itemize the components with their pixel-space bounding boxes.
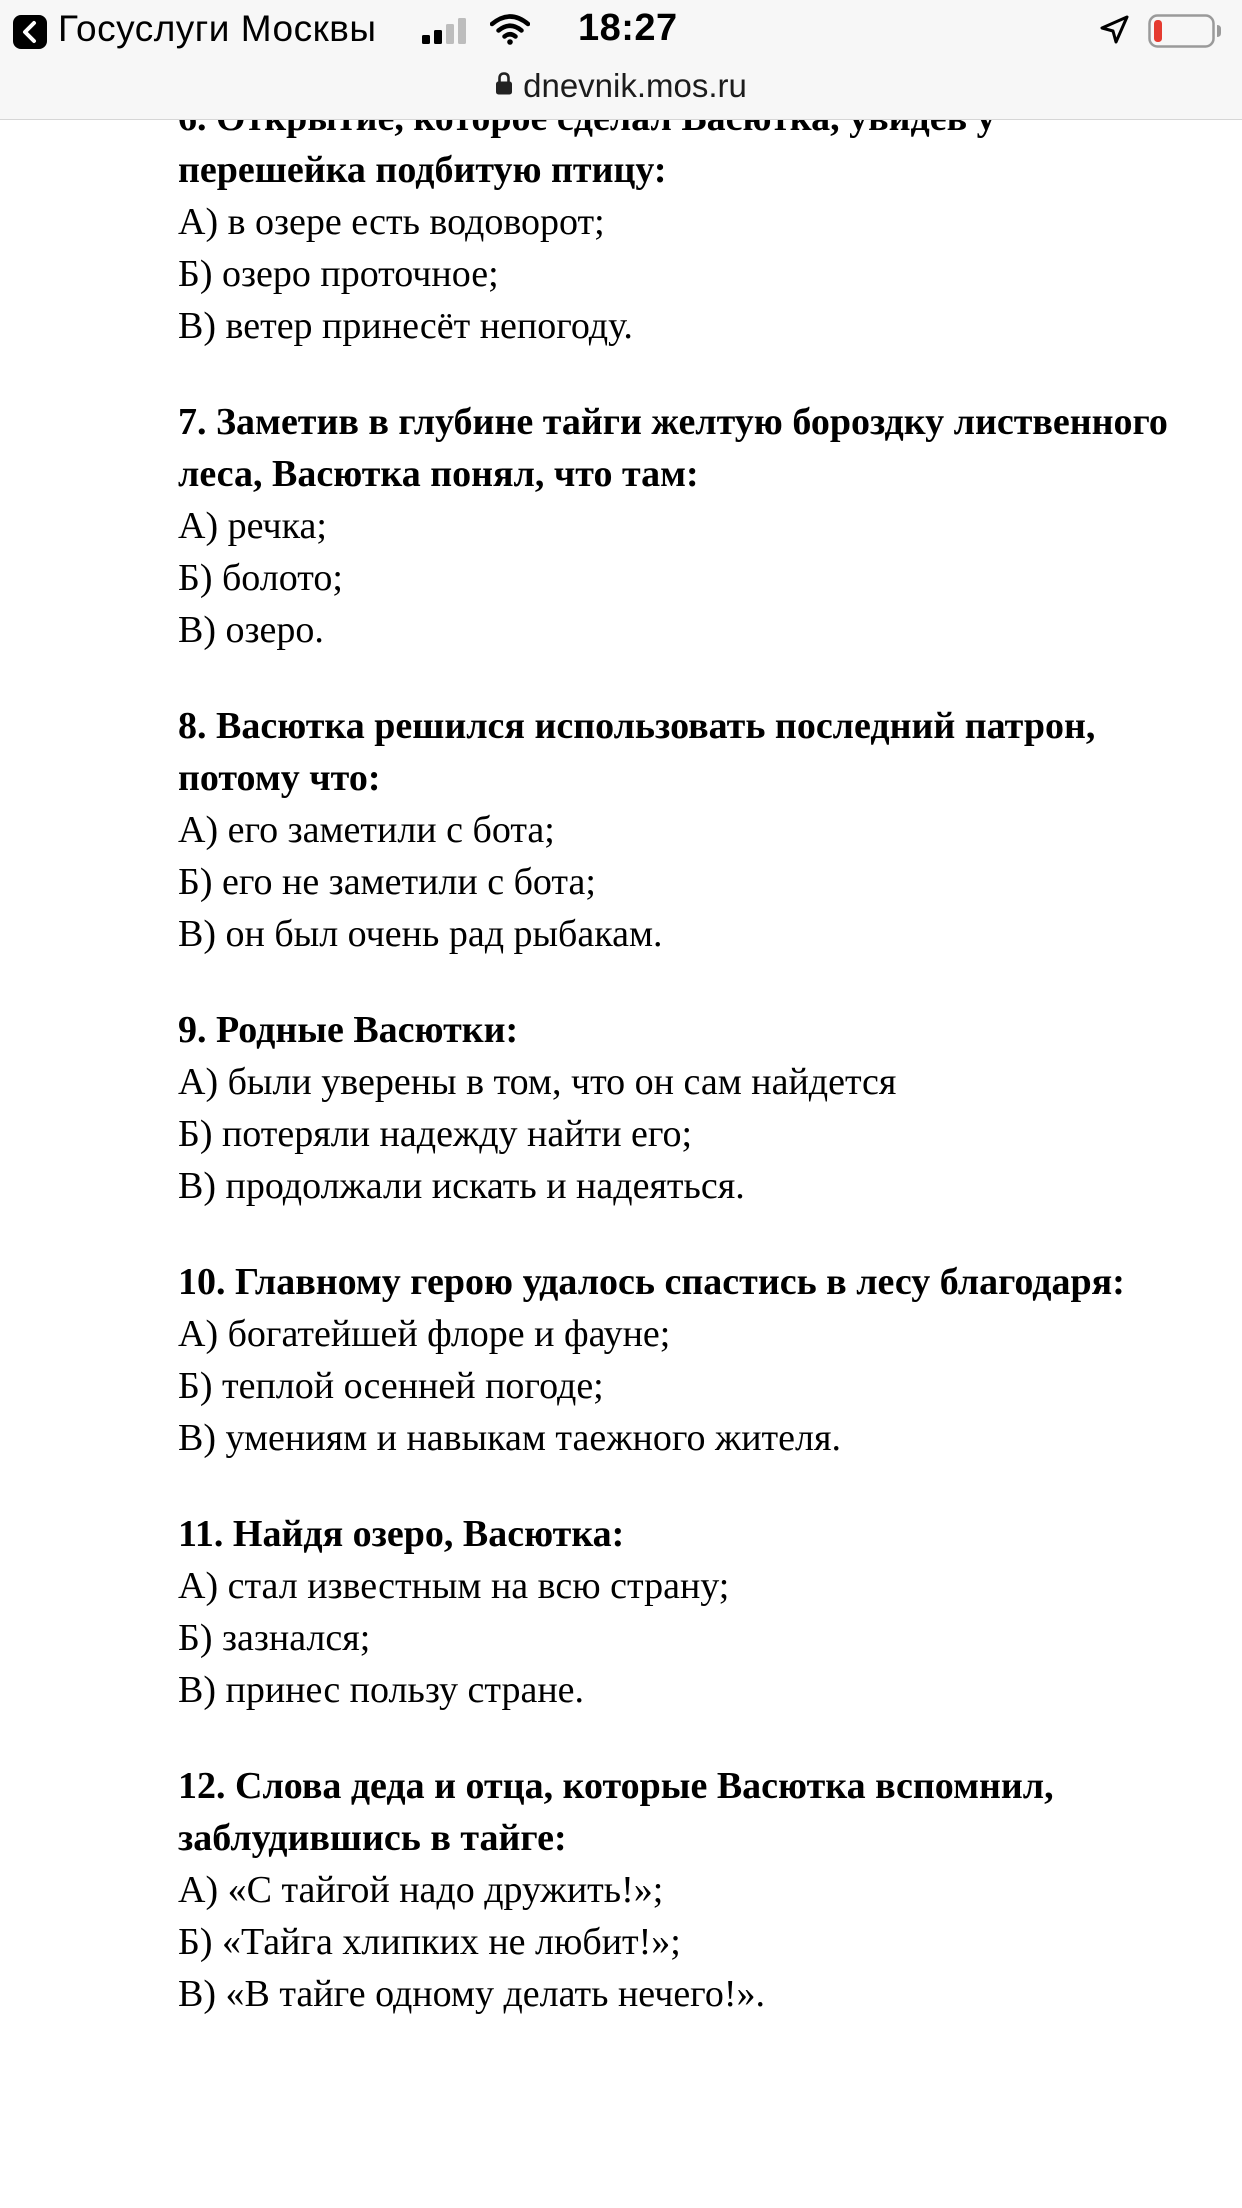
answer-option-b: Б) его не заметили с бота;	[178, 861, 596, 903]
answer-option-b: Б) зазнался;	[178, 1617, 371, 1659]
answer-option-c: В) ветер принесёт непогоду.	[178, 305, 633, 347]
answer-option-b: Б) теплой осенней погоде;	[178, 1365, 604, 1407]
question-title: 10. Главному герою удалось спастись в лесу благодаря:	[178, 1261, 1125, 1303]
test-document	[178, 92, 1178, 2064]
wifi-icon	[490, 13, 530, 45]
answer-option-b: Б) «Тайга хлипких не любит!»;	[178, 1921, 681, 1963]
answer-option-a: А) стал известным на всю страну;	[178, 1565, 730, 1607]
answer-option-b: Б) озеро проточное;	[178, 253, 499, 295]
answer-option-a: А) были уверены в том, что он сам найдется	[178, 1061, 897, 1103]
question-10	[178, 1256, 1178, 1464]
question-title: 12. Слова деда и отца, которые Васютка вспомнил, заблудившись в тайге:	[178, 1765, 1054, 1859]
question-8	[178, 700, 1178, 960]
answer-option-a: А) в озере есть водоворот;	[178, 201, 605, 243]
answer-option-a: А) его заметили с бота;	[178, 809, 555, 851]
status-time: 18:27	[578, 7, 678, 49]
answer-option-a: А) «С тайгой надо дружить!»;	[178, 1869, 664, 1911]
back-to-app-link[interactable]: Госуслуги Москвы	[58, 8, 377, 49]
answer-option-a: А) богатейшей флоре и фауне;	[178, 1313, 671, 1355]
url-text: dnevnik.mos.ru	[523, 67, 747, 104]
battery-icon	[1148, 14, 1222, 48]
lock-icon	[495, 71, 513, 95]
answer-option-c: В) продолжали искать и надеяться.	[178, 1165, 745, 1207]
question-title: 7. Заметив в глубине тайги желтую бороздку лиственного леса, Васютка понял, что там:	[178, 401, 1168, 495]
question-9	[178, 1004, 1178, 1212]
question-title: 9. Родные Васютки:	[178, 1009, 519, 1051]
answer-option-c: В) принес пользу стране.	[178, 1669, 585, 1711]
question-6	[178, 92, 1178, 352]
answer-option-c: В) умениям и навыкам таежного жителя.	[178, 1417, 841, 1459]
answer-option-c: В) он был очень рад рыбакам.	[178, 913, 663, 955]
answer-option-b: Б) болото;	[178, 557, 343, 599]
back-arrow-icon[interactable]	[13, 15, 47, 49]
answer-option-c: В) «В тайге одному делать нечего!».	[178, 1973, 765, 2015]
question-title: перешейка подбитую птицу:	[178, 149, 667, 191]
address-bar[interactable]	[0, 62, 1242, 120]
answer-option-c: В) озеро.	[178, 609, 324, 651]
question-11	[178, 1508, 1178, 1716]
status-bar	[0, 0, 1242, 62]
location-arrow-icon	[1098, 14, 1130, 46]
answer-option-b: Б) потеряли надежду найти его;	[178, 1113, 693, 1155]
cellular-signal-icon	[422, 18, 470, 44]
question-title: 8. Васютка решился использовать последний патрон, потому что:	[178, 705, 1096, 799]
question-12	[178, 1760, 1178, 2020]
question-7	[178, 396, 1178, 656]
answer-option-a: А) речка;	[178, 505, 327, 547]
question-title: 11. Найдя озеро, Васютка:	[178, 1513, 625, 1555]
